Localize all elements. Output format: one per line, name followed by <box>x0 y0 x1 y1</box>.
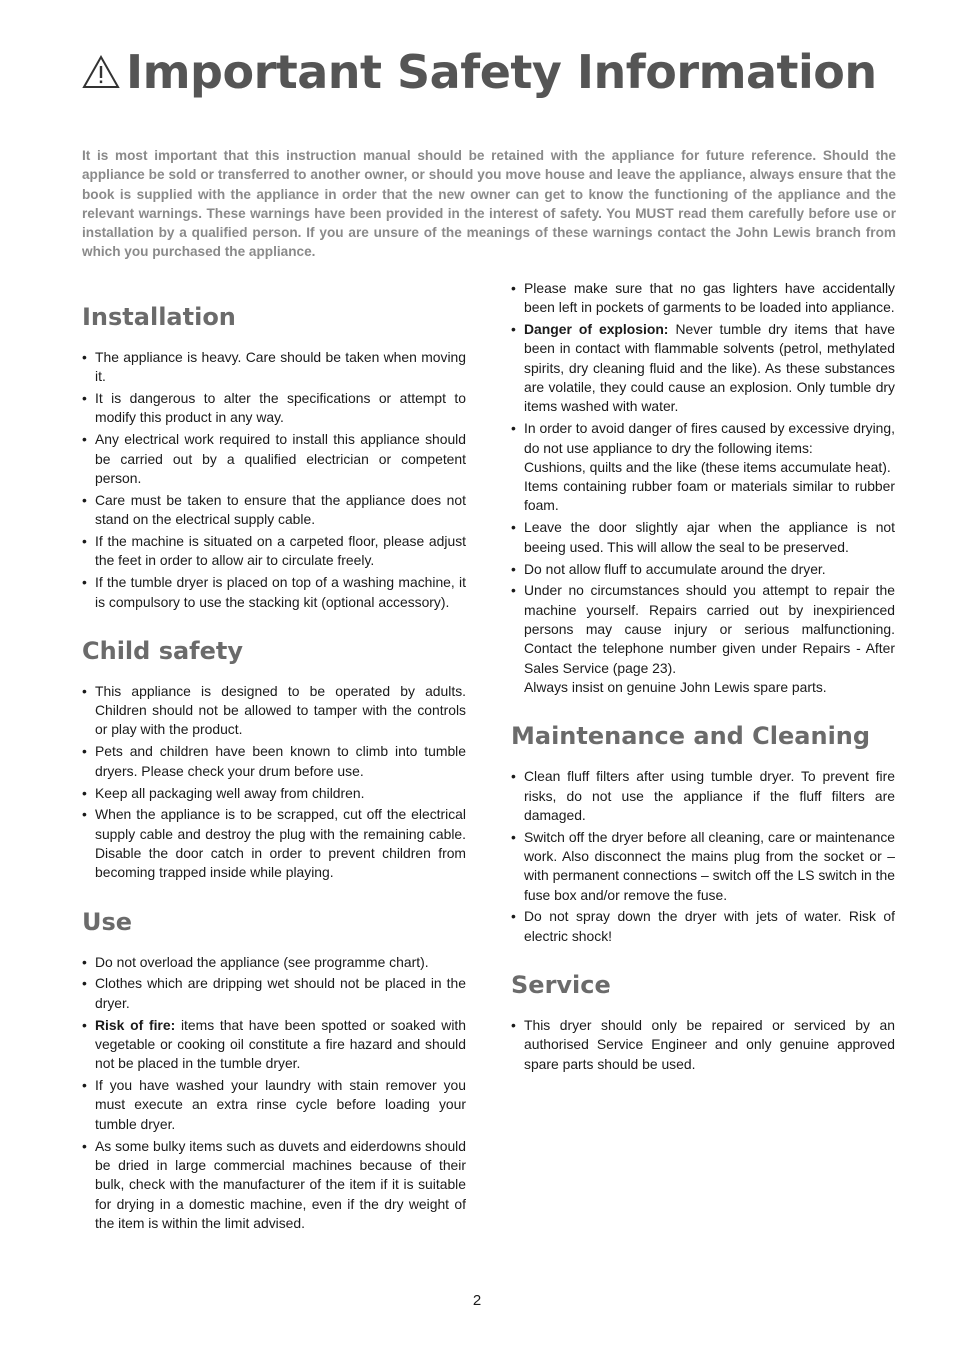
risk-of-fire-label: Risk of fire: <box>95 1016 176 1033</box>
list-item: • If the machine is situated on a carpeted floor, please adjust the feet in order to allow air to circulate freely. <box>82 533 466 569</box>
list-item: • This dryer should only be repaired or serviced by an authorised Service Engineer and only genuine approved spare parts should be used. <box>511 1017 895 1072</box>
section-heading-installation: Installation <box>82 303 236 331</box>
list-item: • Do not allow fluff to accumulate around the dryer. <box>511 560 826 577</box>
list-item: • Any electrical work required to install this appliance should be carried out by a qualified electrician or competent person. <box>82 431 466 486</box>
list-item: • Care must be taken to ensure that the appliance does not stand on the electrical supply cable. <box>82 491 466 528</box>
use-continued-list <box>511 279 895 697</box>
intro-paragraph: It is most important that this instruction manual should be retained with the appliance for future reference. Should the appliance be sold or transferred to another owner, or should you move house and leave the appliance, always ensure that the book is supplied with the appliance in order that the new owner can get to know the functioning of the appliance and the relevant warnings. These warnings have been provided in the interest of safety. You MUST read them carefully before use or installation by a qualified person. If you are unsure of the meanings of these warnings contact the John Lewis branch from which you purchased the appliance. <box>82 148 896 260</box>
list-item: • Leave the door slightly ajar when the appliance is not beeing used. This will allow the seal to be preserved. <box>511 519 895 555</box>
list-item: • In order to avoid danger of fires caused by excessive drying, do not use appliance to dry the following items: Cushions, quilts and the like (these items accumulate heat). Items containing rubber foam or materials similar to rubber foam. <box>511 420 895 514</box>
list-item: • Danger of explosion: Never tumble dry items that have been in contact with flammable solvents (petrol, methylated spirits, dry cleaning fluid and the like). As these substances are volatile, they could cause an explosion. Only tumble dry items washed with water. <box>511 321 895 415</box>
installation-list <box>82 348 466 612</box>
section-heading-use: Use <box>82 907 133 936</box>
list-item: • Pets and children have been known to climb into tumble dryers. Please check your drum before use. <box>82 743 466 779</box>
list-item: • It is dangerous to alter the specifications or attempt to modify this product in any way. <box>82 390 466 426</box>
list-item: • Switch off the dryer before all cleaning, care or maintenance work. Also disconnect the mains plug from the socket or – with permanent connections – switch off the LS switch in the fuse box and/or remove the fuse. <box>511 828 895 903</box>
use-list <box>82 953 466 1234</box>
list-item: • This appliance is designed to be operated by adults. Children should not be allowed to tamper with the controls or play with the product. <box>82 682 466 738</box>
warning-triangle-icon <box>82 55 120 89</box>
service-list <box>511 1016 895 1074</box>
maintenance-list <box>511 767 895 946</box>
section-heading-child-safety: Child safety <box>82 636 244 665</box>
list-item: • Clean fluff filters after using tumble dryer. To prevent fire risks, do not use the appliance if the fluff filters are damaged. <box>511 768 895 823</box>
list-item: • Do not spray down the dryer with jets of water. Risk of electric shock! <box>511 908 895 944</box>
list-item: • Clothes which are dripping wet should not be placed in the dryer. <box>82 975 466 1011</box>
list-item: • Risk of fire: items that have been spotted or soaked with vegetable or cooking oil constitute a fire hazard and should not be placed in the tumble dryer. <box>82 1016 466 1072</box>
list-item: • If you have washed your laundry with stain remover you must execute an extra rinse cycle before loading your tumble dryer. <box>82 1077 466 1132</box>
list-item: • Under no circumstances should you attempt to repair the machine yourself. Repairs carried out by inexpirienced persons may cause injury or serious malfunctioning. Contact the telephone number given under Repairs - After Sales Service (page 23). Always insist on genuine John Lewis spare parts. <box>511 582 895 695</box>
section-heading-service: Service <box>511 971 611 1000</box>
left-column <box>82 300 466 1236</box>
section-heading-maintenance: Maintenance and Cleaning <box>511 722 871 751</box>
page-title <box>82 40 877 104</box>
list-item: • When the appliance is to be scrapped, cut off the electrical supply cable and destroy the plug with the remaining cable. Disable the door catch in order to prevent children from becoming trapped inside while playing. <box>82 806 466 881</box>
list-item: • Do not overload the appliance (see programme chart). <box>82 953 429 970</box>
child-safety-list <box>82 682 466 883</box>
right-column <box>511 279 895 1077</box>
list-item: • As some bulky items such as duvets and eiderdowns should be dried in large commercial machines because of their bulk, check with the manufacturer of the item if it is suitable for drying in a domestic machine, even if the dry weight of the item is within the limit advised. <box>82 1137 466 1231</box>
page-title-text: Important Safety Information <box>126 45 877 99</box>
list-item: • Please make sure that no gas lighters have accidentally been left in pockets of garments to be loaded into appliance. <box>511 280 895 316</box>
list-item: • If the tumble dryer is placed on top of a washing machine, it is compulsory to use the stacking kit (optional accessory). <box>82 574 466 610</box>
list-item: • Keep all packaging well away from children. <box>82 784 365 801</box>
page-number: 2 <box>472 1292 482 1309</box>
list-item: • The appliance is heavy. Care should be taken when moving it. <box>82 349 466 385</box>
explosion-label: Danger of explosion: <box>524 321 669 338</box>
